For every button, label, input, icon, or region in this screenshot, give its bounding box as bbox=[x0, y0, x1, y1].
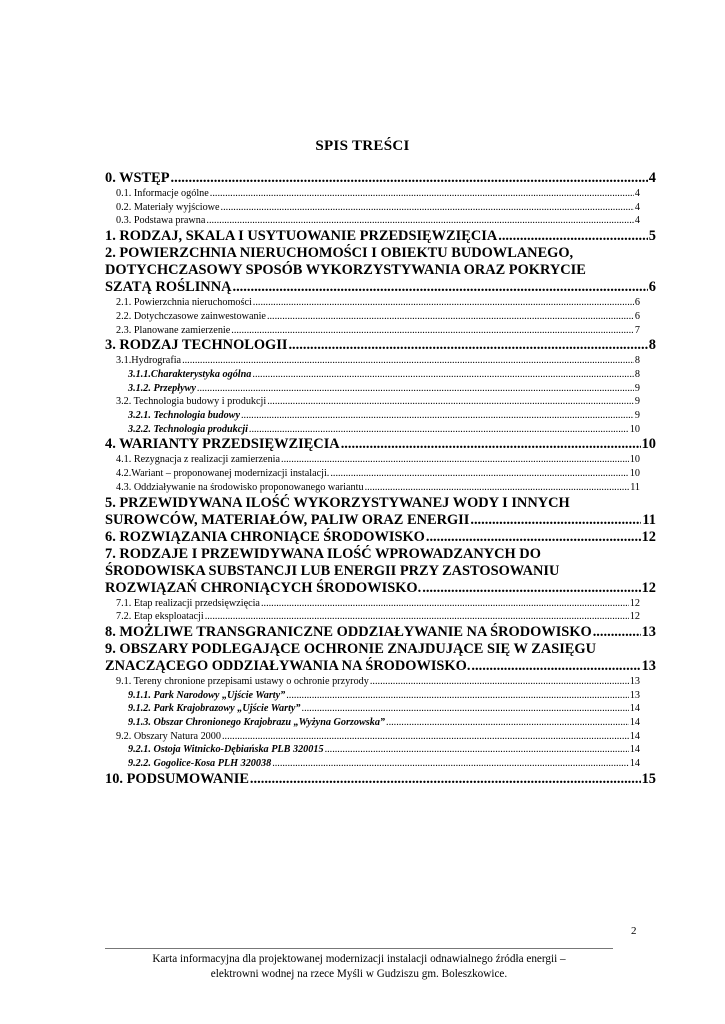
toc-entry-label: 9.2. Obszary Natura 2000 bbox=[116, 730, 221, 742]
toc-leader-dots bbox=[249, 423, 629, 437]
toc-entry-page: 8 bbox=[634, 368, 640, 380]
toc-leader-dots bbox=[365, 481, 630, 495]
toc-entry-page: 14 bbox=[629, 744, 640, 756]
toc-entry-page: 14 bbox=[629, 730, 640, 742]
toc-entry-page: 11 bbox=[642, 511, 656, 528]
toc-leader-dots bbox=[231, 324, 634, 338]
toc-leader-dots bbox=[302, 702, 629, 716]
toc-entry[interactable] bbox=[105, 563, 656, 580]
toc-entry-label: 2. POWIERZCHNIA NIERUCHOMOŚCI I OBIEKTU BUDOWLANEGO, bbox=[105, 245, 574, 262]
toc-leader-dots bbox=[232, 279, 647, 296]
toc-entry-label: 9. OBSZARY PODLEGAJĄCE OCHRONIE ZNAJDUJĄCE SIĘ W ZASIĘGU bbox=[105, 640, 596, 657]
toc-entry-page: 4 bbox=[634, 215, 640, 227]
toc-leader-dots bbox=[197, 382, 634, 396]
toc-entry-page: 10 bbox=[641, 436, 656, 453]
toc-leader-dots bbox=[470, 512, 641, 529]
toc-leader-dots bbox=[471, 658, 640, 675]
toc-entry[interactable] bbox=[105, 453, 656, 467]
toc-entry-page: 4 bbox=[634, 201, 640, 213]
toc-entry[interactable] bbox=[105, 228, 656, 245]
toc-entry-page: 11 bbox=[630, 481, 640, 493]
toc-entry-label: 9.1.2. Park Krajobrazowy „Ujście Warty” bbox=[128, 703, 301, 715]
toc-entry-page: 14 bbox=[629, 703, 640, 715]
toc-leader-dots bbox=[182, 354, 634, 368]
toc-entry[interactable] bbox=[105, 337, 656, 354]
toc-entry-label: 4.2.Wariant – proponowanej modernizacji instalacji. bbox=[116, 468, 330, 480]
toc-entry[interactable] bbox=[105, 467, 656, 481]
toc-entry[interactable] bbox=[105, 409, 656, 423]
page-number: 2 bbox=[631, 925, 637, 937]
toc-entry-label: 1. RODZAJ, SKALA I USYTUOWANIE PRZEDSIĘWZIĘCIA bbox=[105, 228, 498, 245]
page-title: SPIS TREŚCI bbox=[315, 138, 410, 154]
toc-entry[interactable] bbox=[105, 395, 656, 409]
toc-entry-page: 10 bbox=[629, 454, 640, 466]
toc-entry-page: 5 bbox=[648, 228, 656, 245]
toc-entry-page: 13 bbox=[629, 689, 640, 701]
toc-entry[interactable] bbox=[105, 716, 656, 730]
toc-entry-label: 6. ROZWIĄZANIA CHRONIĄCE ŚRODOWISKO bbox=[105, 528, 425, 545]
toc-entry-label: DOTYCHCZASOWY SPOSÓB WYKORZYSTYWANIA ORAZ POKRYCIE bbox=[105, 262, 586, 279]
toc-entry-label: 4.3. Oddziaływanie na środowisko proponowanego wariantu bbox=[116, 481, 364, 493]
toc-entry-page: 8 bbox=[634, 355, 640, 367]
toc-leader-dots bbox=[206, 214, 634, 228]
toc-leader-dots bbox=[171, 170, 648, 187]
toc-entry-page: 13 bbox=[629, 675, 640, 687]
toc-entry-label: 7. RODZAJE I PRZEWIDYWANA ILOŚĆ WPROWADZANYCH DO bbox=[105, 545, 541, 562]
toc-entry[interactable] bbox=[105, 382, 656, 396]
toc-leader-dots bbox=[272, 757, 629, 771]
toc-entry-page: 9 bbox=[634, 382, 640, 394]
toc-entry-label: 9.1.3. Obszar Chronionego Krajobrazu „Wyżyna Gorzowska” bbox=[128, 717, 386, 729]
toc-entry-label: 3.2.1. Technologia budowy bbox=[128, 410, 240, 422]
toc-leader-dots bbox=[222, 730, 629, 744]
toc-entry-label: 2.2. Dotychczasowe zainwestowanie bbox=[116, 310, 266, 322]
toc-entry[interactable] bbox=[105, 597, 656, 611]
toc-entry-page: 13 bbox=[641, 657, 656, 674]
toc-entry-page: 15 bbox=[641, 770, 656, 787]
toc-leader-dots bbox=[325, 743, 629, 757]
toc-entry-page: 4 bbox=[634, 188, 640, 199]
toc-entry-label: SZATĄ ROŚLINNĄ bbox=[105, 279, 232, 296]
toc-entry[interactable] bbox=[105, 170, 656, 187]
toc-entry[interactable] bbox=[105, 310, 656, 324]
toc-entry-label: 0.3. Podstawa prawna bbox=[116, 215, 206, 227]
toc-entry-label: 0.1. Informacje ogólne bbox=[116, 188, 209, 199]
toc-entry-page: 8 bbox=[648, 337, 656, 354]
footer-line-1: Karta informacyjna dla projektowanej modernizacji instalacji odnawialnego źródła energii – bbox=[152, 953, 566, 965]
toc-entry[interactable] bbox=[105, 512, 656, 529]
toc-entry[interactable] bbox=[105, 546, 656, 563]
toc-entry[interactable] bbox=[105, 689, 656, 703]
toc-entry[interactable] bbox=[105, 187, 656, 201]
toc-entry-label: 0.2. Materiały wyjściowe bbox=[116, 201, 220, 213]
toc-leader-dots bbox=[210, 187, 634, 201]
toc-entry[interactable] bbox=[105, 641, 656, 658]
toc-entry-label: 10. PODSUMOWANIE bbox=[105, 770, 249, 787]
toc-entry-page: 12 bbox=[629, 597, 640, 609]
toc-leader-dots bbox=[267, 310, 634, 324]
toc-entry-label: 7.1. Etap realizacji przedsięwzięcia bbox=[116, 597, 260, 609]
toc-entry-label: 4. WARIANTY PRZEDSIĘWZIĘCIA bbox=[105, 436, 340, 453]
toc-entry-label: 4.1. Rezygnacja z realizacji zamierzenia bbox=[116, 454, 281, 466]
toc-entry-label: 0. WSTĘP bbox=[105, 170, 170, 186]
toc-entry-label: 3.1.2. Przepływy bbox=[128, 382, 196, 394]
toc-entry[interactable] bbox=[105, 368, 656, 382]
toc-entry[interactable] bbox=[105, 658, 656, 675]
toc-leader-dots bbox=[286, 689, 629, 703]
toc-entry[interactable] bbox=[105, 730, 656, 744]
toc-entry-label: 8. MOŻLIWE TRANSGRANICZNE ODDZIAŁYWANIE NA ŚRODOWISKO bbox=[105, 623, 592, 640]
toc-entry-page: 12 bbox=[641, 579, 656, 596]
toc-entry-label: 9.1.1. Park Narodowy „Ujście Warty” bbox=[128, 689, 286, 701]
toc-entry-label: ROZWIĄZAŃ CHRONIĄCYCH ŚRODOWISKO. bbox=[105, 579, 422, 596]
toc-entry[interactable] bbox=[105, 529, 656, 546]
toc-entry[interactable] bbox=[105, 702, 656, 716]
toc-entry-label: SUROWCÓW, MATERIAŁÓW, PALIW ORAZ ENERGII bbox=[105, 511, 470, 528]
toc-leader-dots bbox=[261, 597, 629, 611]
toc-entry-page: 6 bbox=[634, 297, 640, 309]
toc-leader-dots bbox=[252, 368, 634, 382]
toc-leader-dots bbox=[281, 453, 629, 467]
toc-leader-dots bbox=[330, 467, 628, 481]
toc-entry[interactable] bbox=[105, 580, 656, 597]
toc-entry-label: 3.1.1.Charakterystyka ogólna bbox=[128, 368, 252, 380]
toc-entry-label: 9.2.2. Gogolice-Kosa PLH 320038 bbox=[128, 758, 272, 770]
toc-leader-dots bbox=[267, 395, 634, 409]
toc-leader-dots bbox=[370, 675, 629, 689]
toc-leader-dots bbox=[593, 624, 641, 641]
toc-entry[interactable] bbox=[105, 624, 656, 641]
toc-entry[interactable] bbox=[105, 771, 656, 788]
toc-entry-label: 3. RODZAJ TECHNOLOGII bbox=[105, 337, 288, 354]
toc-entry-page: 13 bbox=[641, 623, 656, 640]
toc-entry-label: 9.1. Tereny chronione przepisami ustawy o ochronie przyrody bbox=[116, 675, 369, 687]
toc-entry-label: ŚRODOWISKA SUBSTANCJI LUB ENERGII PRZY ZASTOSOWANIU bbox=[105, 562, 560, 579]
toc-leader-dots bbox=[288, 337, 647, 354]
toc-leader-dots bbox=[205, 610, 629, 624]
toc-entry-label: 5. PRZEWIDYWANA ILOŚĆ WYKORZYSTYWANEJ WODY I INNYCH bbox=[105, 494, 570, 511]
toc-entry-page: 12 bbox=[629, 611, 640, 623]
toc-entry[interactable] bbox=[105, 201, 656, 215]
toc-entry-page: 6 bbox=[634, 310, 640, 322]
toc-entry-label: 2.3. Planowane zamierzenie bbox=[116, 324, 231, 336]
toc-entry[interactable] bbox=[105, 279, 656, 296]
toc-leader-dots bbox=[422, 580, 640, 597]
toc-entry-label: 2.1. Powierzchnia nieruchomości bbox=[116, 297, 252, 309]
toc-entry-page: 14 bbox=[629, 717, 640, 729]
toc-entry[interactable] bbox=[105, 296, 656, 310]
toc-entry-page: 9 bbox=[634, 410, 640, 422]
table-of-contents bbox=[105, 170, 656, 788]
toc-entry[interactable] bbox=[105, 423, 656, 437]
toc-entry-page: 4 bbox=[648, 170, 656, 186]
toc-entry[interactable] bbox=[105, 743, 656, 757]
toc-entry-page: 6 bbox=[648, 279, 656, 296]
toc-entry-label: ZNACZĄCEGO ODDZIAŁYWANIA NA ŚRODOWISKO. bbox=[105, 657, 471, 674]
toc-entry[interactable] bbox=[105, 675, 656, 689]
toc-entry[interactable] bbox=[105, 262, 656, 279]
toc-entry-page: 10 bbox=[629, 423, 640, 435]
toc-leader-dots bbox=[386, 716, 629, 730]
footer-divider bbox=[105, 948, 613, 949]
toc-entry[interactable] bbox=[105, 245, 656, 262]
toc-leader-dots bbox=[250, 771, 641, 788]
footer-line-2: elektrowni wodnej na rzece Myśli w Gudziszu gm. Boleszkowice. bbox=[210, 968, 508, 980]
toc-entry-page: 9 bbox=[634, 396, 640, 408]
toc-entry[interactable] bbox=[105, 214, 656, 228]
toc-entry-label: 3.1.Hydrografia bbox=[116, 355, 182, 367]
toc-entry[interactable] bbox=[105, 436, 656, 453]
toc-entry-label: 7.2. Etap eksploatacji bbox=[116, 611, 204, 623]
toc-entry-label: 3.2.2. Technologia produkcji bbox=[128, 423, 248, 435]
toc-leader-dots bbox=[426, 529, 641, 546]
footer bbox=[105, 952, 613, 982]
toc-entry[interactable] bbox=[105, 354, 656, 368]
toc-leader-dots bbox=[341, 436, 641, 453]
toc-leader-dots bbox=[241, 409, 634, 423]
toc-entry-page: 14 bbox=[629, 758, 640, 770]
toc-entry[interactable] bbox=[105, 481, 656, 495]
toc-leader-dots bbox=[498, 228, 648, 245]
toc-entry[interactable] bbox=[105, 610, 656, 624]
toc-leader-dots bbox=[253, 296, 634, 310]
toc-entry-label: 9.2.1. Ostoja Witnicko-Dębiańska PLB 320015 bbox=[128, 744, 324, 756]
toc-leader-dots bbox=[221, 201, 634, 215]
toc-entry-label: 3.2. Technologia budowy i produkcji bbox=[116, 396, 267, 408]
toc-entry[interactable] bbox=[105, 495, 656, 512]
toc-entry-page: 12 bbox=[641, 528, 656, 545]
toc-entry-page: 10 bbox=[629, 468, 640, 480]
toc-entry-page: 7 bbox=[634, 324, 640, 336]
toc-entry[interactable] bbox=[105, 757, 656, 771]
toc-entry[interactable] bbox=[105, 324, 656, 338]
